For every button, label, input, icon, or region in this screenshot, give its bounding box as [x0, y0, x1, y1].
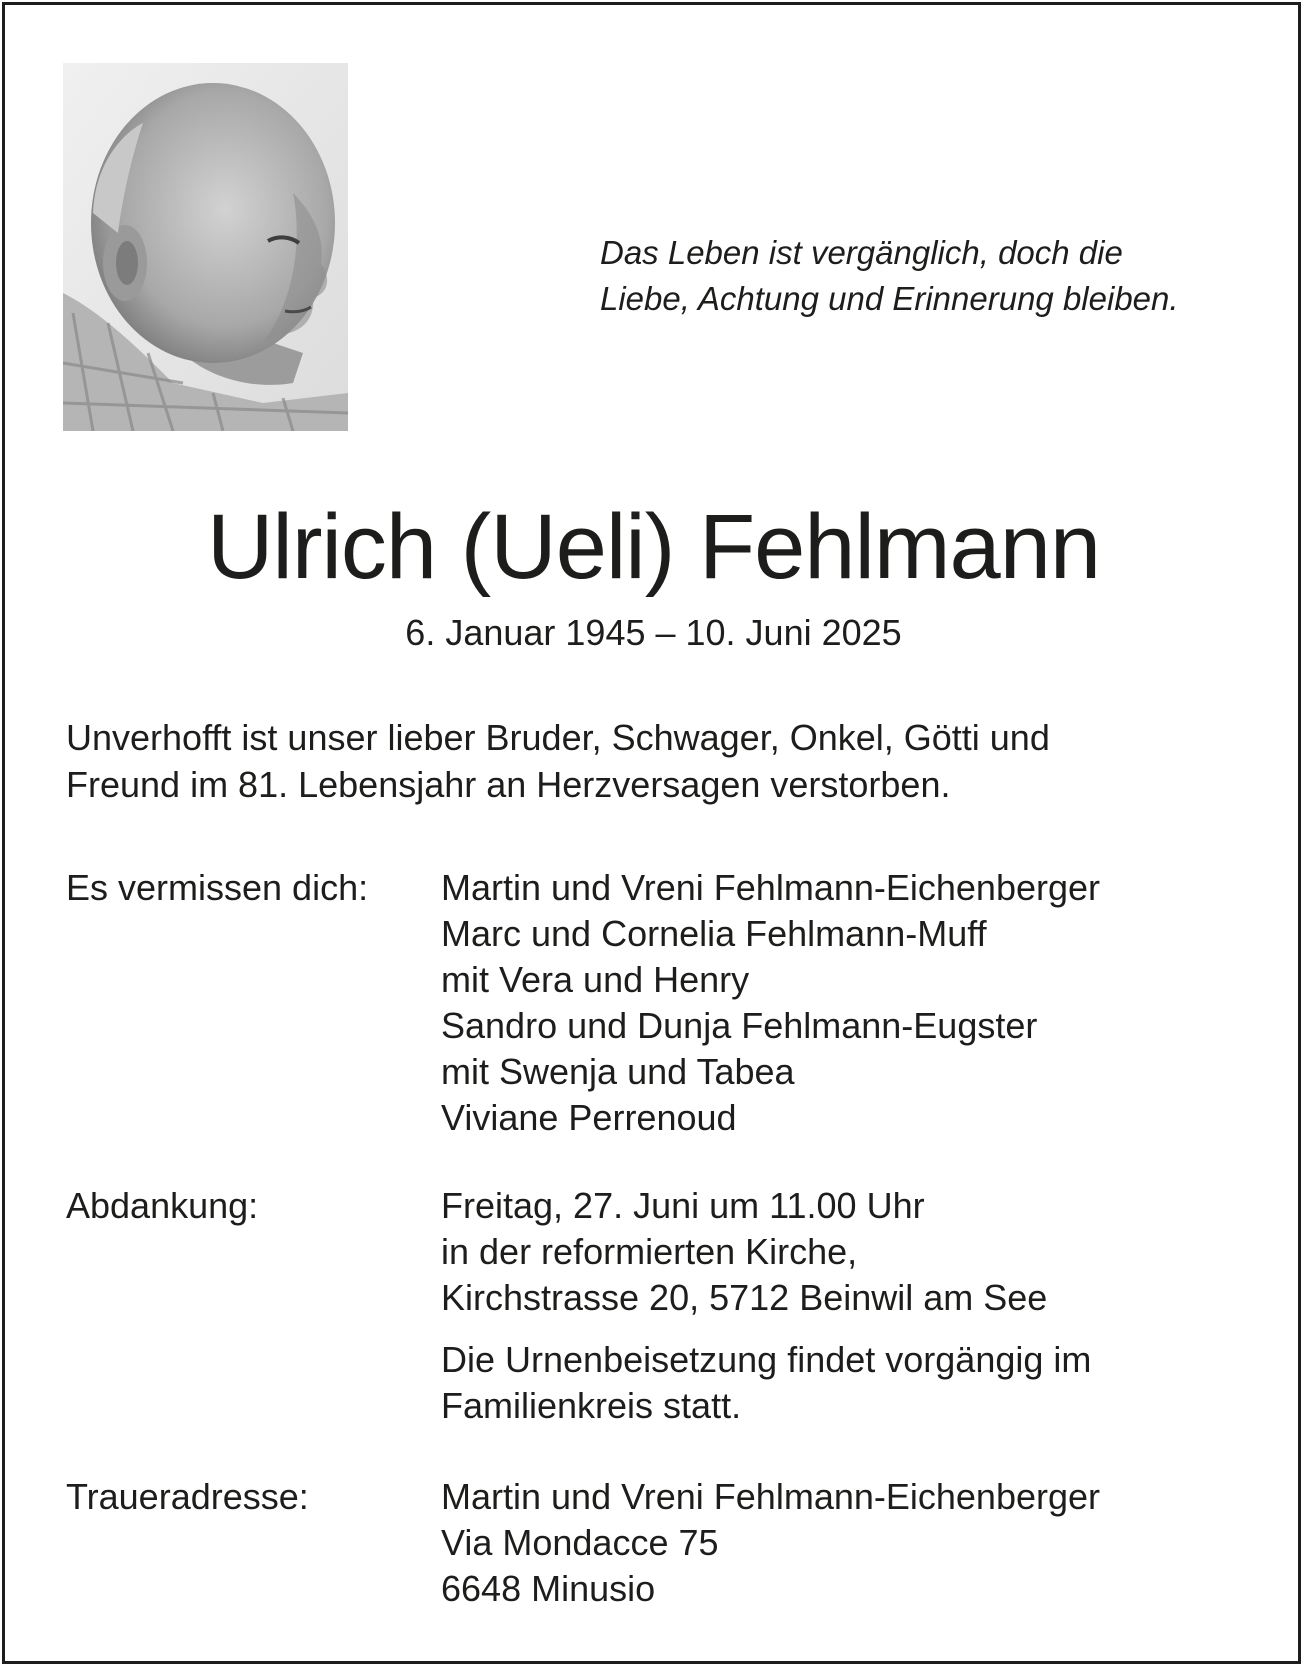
- portrait-photo: [63, 63, 348, 431]
- deceased-name: Ulrich (Ueli) Fehlmann: [206, 496, 1101, 598]
- announcement-line: Freund im 81. Lebensjahr an Herzversagen verstorben.: [66, 764, 951, 805]
- portrait-photo-icon: [63, 63, 348, 431]
- service-line: in der reformierten Kirche,: [441, 1231, 858, 1272]
- mourners-label: Es vermissen dich:: [66, 867, 369, 908]
- mourner-line: Sandro und Dunja Fehlmann-Eugster: [441, 1005, 1038, 1046]
- motto-quote: [600, 230, 1280, 322]
- address-line: Via Mondacce 75: [441, 1522, 719, 1563]
- service-details: [441, 1183, 1091, 1429]
- urn-burial-note: [441, 1337, 1091, 1429]
- mourner-line: Marc und Cornelia Fehlmann-Muff: [441, 913, 987, 954]
- motto-line: Das Leben ist vergänglich, doch die: [600, 234, 1123, 271]
- motto-line: Liebe, Achtung und Erinnerung bleiben.: [600, 280, 1179, 317]
- address-line: Martin und Vreni Fehlmann-Eichenberger: [441, 1476, 1101, 1517]
- mourning-address: [441, 1474, 1100, 1612]
- urn-note-line: Familienkreis statt.: [441, 1385, 742, 1426]
- service-line: Freitag, 27. Juni um 11.00 Uhr: [441, 1185, 925, 1226]
- urn-note-line: Die Urnenbeisetzung findet vorgängig im: [441, 1339, 1092, 1380]
- death-announcement: [66, 714, 1266, 808]
- mourner-line: mit Vera und Henry: [441, 959, 750, 1000]
- service-line: Kirchstrasse 20, 5712 Beinwil am See: [441, 1277, 1048, 1318]
- mourners-list: [441, 865, 1100, 1141]
- address-line: 6648 Minusio: [441, 1568, 656, 1609]
- mourning-address-label: Traueradresse:: [66, 1476, 309, 1517]
- life-dates: 6. Januar 1945 – 10. Juni 2025: [405, 612, 902, 653]
- mourner-line: Viviane Perrenoud: [441, 1097, 737, 1138]
- mourner-line: Martin und Vreni Fehlmann-Eichenberger: [441, 867, 1101, 908]
- service-label: Abdankung:: [66, 1185, 259, 1226]
- mourner-line: mit Swenja und Tabea: [441, 1051, 795, 1092]
- announcement-line: Unverhofft ist unser lieber Bruder, Schwager, Onkel, Götti und: [66, 717, 1050, 758]
